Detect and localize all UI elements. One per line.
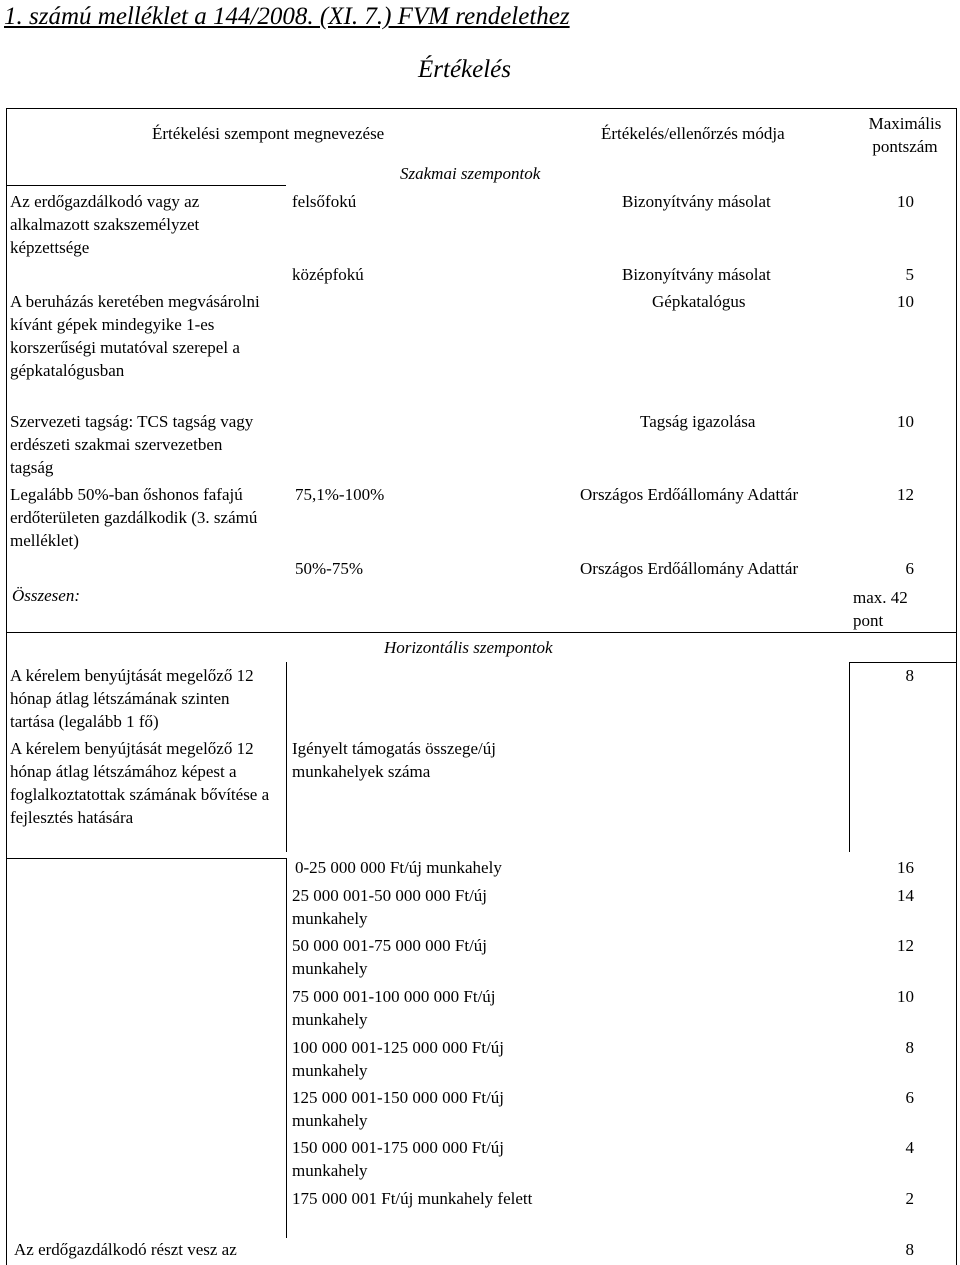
points-value: 6	[905, 1088, 914, 1107]
bracket-label: 100 000 001-125 000 000 Ft/új munkahely	[292, 1038, 505, 1080]
option-share-low: 50%-75%	[295, 559, 363, 578]
method-forest-database: Országos Erdőállomány Adattár	[580, 559, 799, 578]
criterion-membership: Szervezeti tagság: TCS tagság vagy erdészeti szakmai szervezetben tagság	[10, 412, 254, 477]
points-value: 10	[897, 412, 914, 431]
page-title: Értékelés	[418, 56, 512, 83]
bracket-label: 50 000 001-75 000 000 Ft/új munkahely	[292, 936, 488, 978]
section-horizontal: Horizontális szempontok	[384, 638, 553, 657]
total-points: max. 42 pont	[853, 588, 908, 630]
criterion-machinery: A beruházás keretében megvásárolni kívánt gépek mindegyike 1-es korszerűségi mutatóval szerepel a gépkatalógusban	[10, 292, 260, 380]
bracket-label: 25 000 001-50 000 000 Ft/új munkahely	[292, 886, 488, 928]
points-value: 10	[897, 192, 914, 211]
method-certificate-copy: Bizonyítvány másolat	[622, 192, 771, 211]
points-value: 2	[905, 1189, 914, 1208]
points-value: 8	[905, 1038, 914, 1057]
criterion-participation: Az erdőgazdálkodó részt vesz az	[14, 1240, 237, 1259]
bracket-label: 150 000 001-175 000 000 Ft/új munkahely	[292, 1138, 505, 1180]
points-value: 5	[905, 265, 914, 284]
bracket-label: 0-25 000 000 Ft/új munkahely	[295, 858, 502, 877]
method-machine-catalog: Gépkatalógus	[652, 292, 746, 311]
points-value: 12	[897, 936, 914, 955]
method-certificate-copy: Bizonyítvány másolat	[622, 265, 771, 284]
criterion-qualification: Az erdőgazdálkodó vagy az alkalmazott szakszemélyzet képzettsége	[10, 192, 200, 257]
method-support-per-job: Igényelt támogatás összege/új munkahelyek száma	[292, 739, 496, 781]
max-points-column-header: Maximális pontszám	[868, 114, 942, 156]
criterion-native-species: Legalább 50%-ban őshonos fafajú erdőterületen gazdálkodik (3. számú melléklet)	[10, 485, 258, 550]
points-value: 16	[897, 858, 914, 877]
option-secondary-education: középfokú	[292, 265, 364, 284]
points-value: 4	[905, 1138, 914, 1157]
method-forest-database: Országos Erdőállomány Adattár	[580, 485, 799, 504]
method-membership-proof: Tagság igazolása	[640, 412, 756, 431]
option-share-high: 75,1%-100%	[295, 485, 385, 504]
points-value: 10	[897, 292, 914, 311]
criterion-headcount-retention: A kérelem benyújtását megelőző 12 hónap átlag létszámának szinten tartása (legalább 1 fő)	[10, 666, 254, 731]
section-professional: Szakmai szempontok	[400, 164, 541, 183]
method-column-header: Értékelés/ellenőrzés módja	[601, 124, 785, 143]
bracket-label: 75 000 001-100 000 000 Ft/új munkahely	[292, 987, 496, 1029]
criterion-column-header: Értékelési szempont megnevezése	[152, 124, 385, 143]
bracket-label: 125 000 001-150 000 000 Ft/új munkahely	[292, 1088, 505, 1130]
points-value: 8	[905, 666, 914, 685]
points-value: 14	[897, 886, 914, 905]
bracket-label: 175 000 001 Ft/új munkahely felett	[292, 1189, 533, 1208]
document-heading: 1. számú melléklet a 144/2008. (XI. 7.) FVM rendelethez	[4, 3, 570, 30]
points-value: 10	[897, 987, 914, 1006]
total-label: Összesen:	[12, 586, 80, 605]
points-value: 6	[905, 559, 914, 578]
points-value: 8	[905, 1240, 914, 1259]
criterion-headcount-expansion: A kérelem benyújtását megelőző 12 hónap átlag létszámához képest a foglalkoztatottak számának bővítése a fejlesztés hatására	[10, 739, 270, 827]
points-value: 12	[897, 485, 914, 504]
option-higher-education: felsőfokú	[292, 192, 357, 211]
